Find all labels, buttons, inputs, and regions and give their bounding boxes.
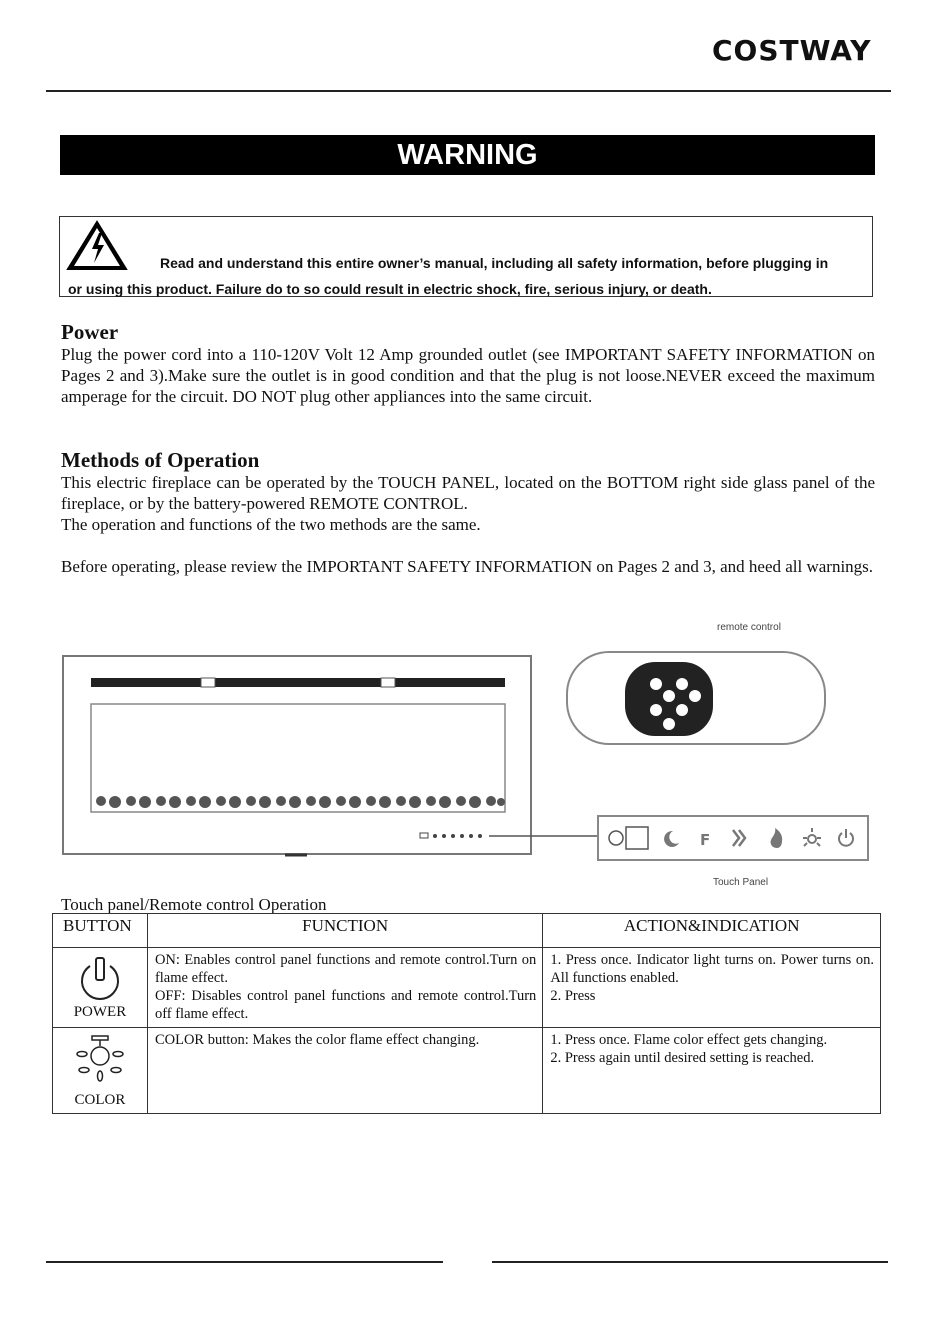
function-line: COLOR button: Makes the color flame effect changing. <box>154 1032 480 1048</box>
power-icon <box>74 954 126 1002</box>
function-line: OFF: Disables control panel functions and remote control.Turn off flame effect. <box>154 988 537 1022</box>
header-rule <box>46 90 891 92</box>
function-line: ON: Enables control panel functions and remote control.Turn on flame effect. <box>154 952 537 986</box>
button-label-color: COLOR <box>74 1092 126 1108</box>
function-cell-power <box>147 948 542 1028</box>
action-line: 1. Press once. Indicator light turns on. Power turns on. All functions enabled. <box>550 952 874 986</box>
warning-line-2: or using this product. Failure do to so could result in electric shock, fire, serious injury, or death. <box>68 281 712 297</box>
header-function: FUNCTION <box>147 914 542 948</box>
function-cell-color <box>147 1028 542 1114</box>
header-action: ACTION&INDICATION <box>543 914 881 948</box>
touch-panel-illustration <box>598 816 868 860</box>
footer-rule-right <box>492 1261 888 1263</box>
action-cell-power <box>543 948 881 1028</box>
footer-rule-left <box>46 1261 443 1263</box>
methods-body-2: The operation and functions of the two methods are the same. <box>61 515 481 534</box>
methods-heading: Methods of Operation <box>61 448 260 472</box>
action-line: 2. Press <box>550 988 596 1004</box>
power-heading: Power <box>61 320 119 344</box>
action-line: 1. Press once. Flame color effect gets changing. <box>550 1032 828 1048</box>
touch-panel-label: Touch Panel <box>713 877 769 888</box>
table-row <box>53 1028 881 1114</box>
warning-title: WARNING <box>60 135 875 175</box>
table-caption: Touch panel/Remote control Operation <box>61 895 327 914</box>
light-bulb-icon <box>70 1032 130 1094</box>
button-cell-color <box>53 1028 148 1114</box>
remote-control-label: remote control <box>717 622 781 633</box>
warning-box <box>59 216 873 297</box>
action-cell-color <box>543 1028 881 1114</box>
methods-body-3: Before operating, please review the IMPORTANT SAFETY INFORMATION on Pages 2 and 3, and heed all warnings. <box>61 557 874 576</box>
table-row <box>53 948 881 1028</box>
header-button: BUTTON <box>53 914 148 948</box>
remote-control-illustration <box>567 652 825 744</box>
electric-shock-warning-icon <box>66 219 128 271</box>
table-header-row <box>53 914 881 948</box>
button-cell-power <box>53 948 148 1028</box>
action-line: 2. Press again until desired setting is reached. <box>550 1050 815 1066</box>
svg-text:F: F <box>700 831 711 849</box>
fireplace-illustration <box>63 656 598 855</box>
operation-table <box>52 913 881 1114</box>
fireplace-diagram <box>55 612 885 897</box>
power-body: Plug the power cord into a 110-120V Volt 12 Amp grounded outlet (see IMPORTANT SAFETY INFORMATION on Pages 2 and 3).Make sure the outlet is in good condition and that the plug is not loose.NEVER exceed the maximum amperage for the circuit. DO NOT plug other appliances into the same circuit. <box>61 345 875 406</box>
button-label-power: POWER <box>73 1004 127 1020</box>
methods-body-1: This electric fireplace can be operated by the TOUCH PANEL, located on the BOTTOM right side glass panel of the fireplace, or by the battery-powered REMOTE CONTROL. <box>61 473 875 513</box>
warning-line-1: Read and understand this entire owner’s manual, including all safety information, before plugging in <box>160 255 829 271</box>
brand-logo: COSTWAY <box>712 34 872 67</box>
